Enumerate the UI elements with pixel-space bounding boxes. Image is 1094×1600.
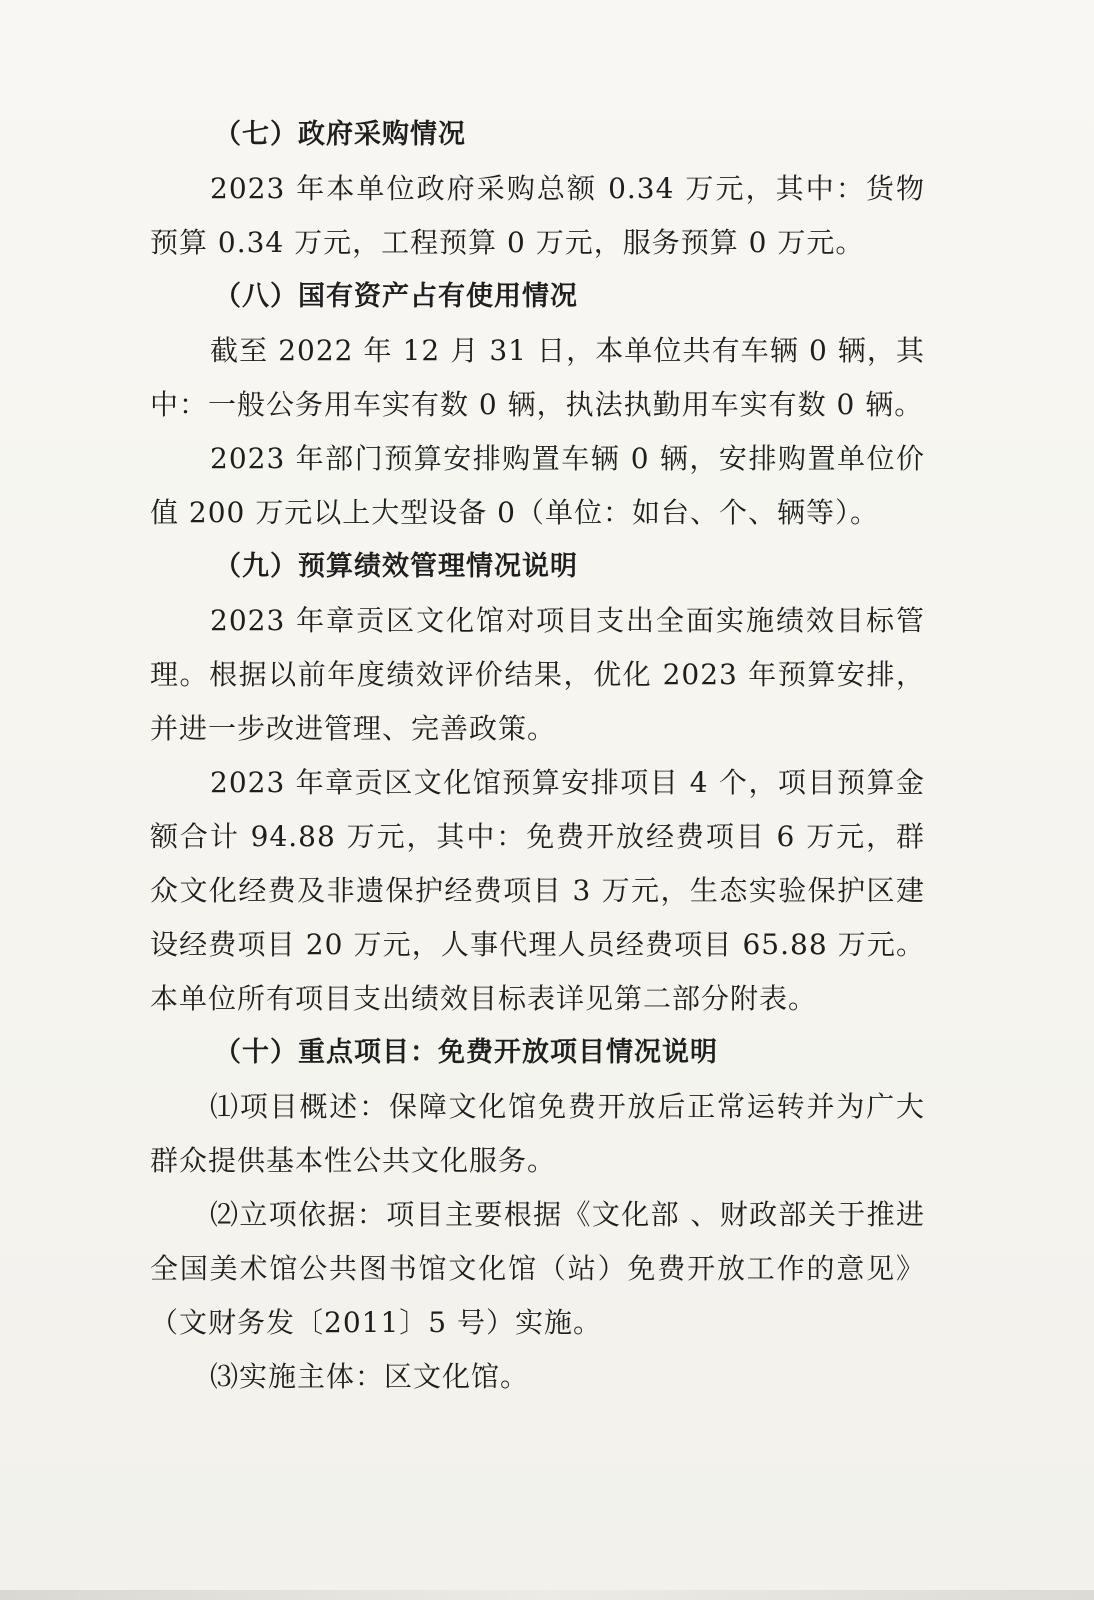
- section-heading: （九）预算绩效管理情况说明: [214, 551, 578, 582]
- paragraph: ⑵立项依据：项目主要根据《文化部 、财政部关于推进全国美术馆公共图书馆文化馆（站）免费开放工作的意见》（文财务发〔2011〕5 号）实施。: [150, 1198, 925, 1339]
- section-key-project: [150, 1026, 925, 1404]
- section-heading: （八）国有资产占有使用情况: [214, 281, 578, 312]
- paragraph: 2023 年章贡区文化馆对项目支出全面实施绩效目标管理。根据以前年度绩效评价结果，优化 2023 年预算安排，并进一步改进管理、完善政策。: [150, 604, 925, 745]
- section-state-assets: [150, 270, 925, 540]
- paragraph: ⑴项目概述：保障文化馆免费开放后正常运转并为广大群众提供基本性公共文化服务。: [150, 1090, 925, 1177]
- scan-edge: [0, 1590, 1094, 1600]
- paragraph: 2023 年章贡区文化馆预算安排项目 4 个，项目预算金额合计 94.88 万元，其中：免费开放经费项目 6 万元，群众文化经费及非遗保护经费项目 3 万元，生态实验保护区建设经费项目 20 万元，人事代理人员经费项目 65.88 万元。本单位所有项目支出绩效目标表详见第二部分附表。: [150, 766, 925, 1015]
- section-heading: （十）重点项目：免费开放项目情况说明: [214, 1037, 718, 1068]
- section-performance-management: [150, 540, 925, 1026]
- paragraph: 2023 年部门预算安排购置车辆 0 辆，安排购置单位价值 200 万元以上大型设备 0（单位：如台、个、辆等）。: [150, 442, 925, 529]
- paragraph: 截至 2022 年 12 月 31 日，本单位共有车辆 0 辆，其中：一般公务用车实有数 0 辆，执法执勤用车实有数 0 辆。: [150, 334, 925, 421]
- paragraph: ⑶实施主体：区文化馆。: [210, 1360, 530, 1393]
- document-body: [150, 108, 925, 1404]
- section-government-procurement: [150, 108, 925, 270]
- section-heading: （七）政府采购情况: [214, 119, 466, 150]
- paragraph: 2023 年本单位政府采购总额 0.34 万元，其中：货物预算 0.34 万元，工程预算 0 万元，服务预算 0 万元。: [150, 172, 925, 259]
